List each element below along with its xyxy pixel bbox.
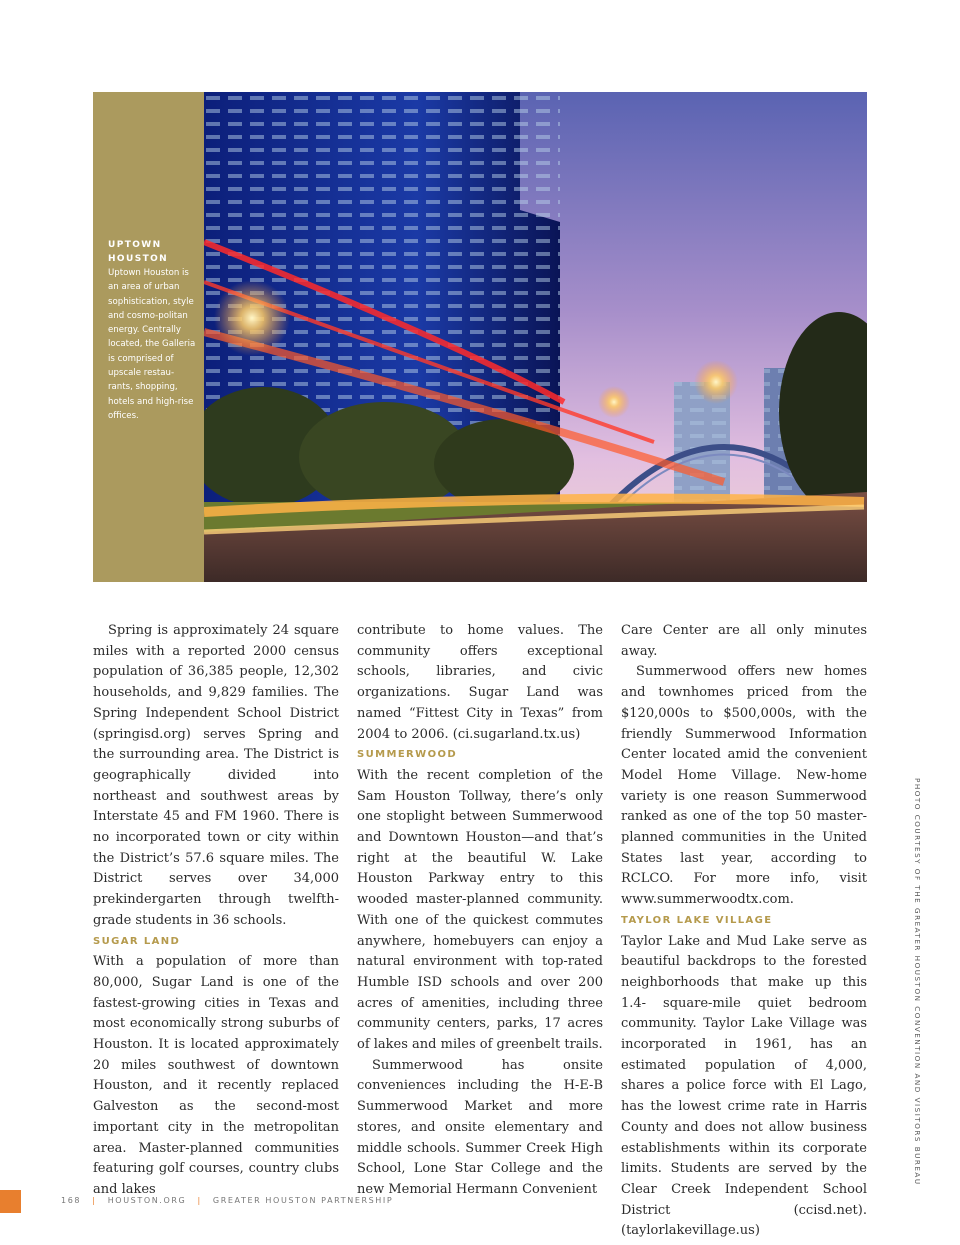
summerwood-paragraph: With the recent completion of the Sam Houston Tollway, there’s only one stoplight between Summerwood and Downtown Houston—and that’s right at the beautiful W. Lake Houston Parkway entry to this wooded master-planned community. With one of the quickest commutes anywhere, homebuyers can enjoy a natural environment with top-rated Humble ISD schools and over 200 acres of amenities, including three community centers, parks, 17 acres of lakes and miles of greenbelt trails. bbox=[357, 767, 603, 1053]
caption-title: UPTOWN HOUSTON bbox=[108, 240, 169, 264]
text-column-2 bbox=[357, 621, 603, 1201]
page-number: 168 bbox=[61, 1196, 82, 1205]
summerwood-paragraph-2: Summerwood has onsite conveniences including the H-E-B Summerwood Market and more stores, and onsite elementary and middle schools. Summer Creek High School, Lone Star College and the new Memorial Hermann Convenient bbox=[357, 1057, 603, 1197]
sugar-land-heading: SUGAR LAND bbox=[93, 935, 181, 947]
caption-panel bbox=[93, 92, 204, 582]
spring-paragraph: Spring is approximately 24 square miles with a reported 2000 census population of 36,385 people, 12,302 households, and 9,829 families. The Spring Independent School District (springisd.org) serves Spring and the surrounding area. The District is geographically divided into northeast and southwest areas by Interstate 45 and FM 1960. There is no incorporated town or city within the District’s 57.6 square miles. The District serves over 34,000 prekindergarten through twelfth-grade students in 36 schools. bbox=[93, 623, 339, 928]
footer-separator: | bbox=[92, 1196, 97, 1205]
page-footer bbox=[61, 1196, 393, 1205]
taylor-lake-paragraph: Taylor Lake and Mud Lake serve as beautiful backdrops to the forested neighborhoods that make up this 1.4- square-mile quiet bedroom community. Taylor Lake Village was incorporated in 1961, has an estimated population of 4,000, shares a police force with El Lago, has the lowest crime rate in Harris County and does not allow business establishments within its corporate limits. Students are served by the Clear Creek Independent School District (ccisd.net). (taylorlakevillage.us) bbox=[621, 933, 867, 1239]
photo-caption bbox=[108, 238, 198, 423]
footer-site: HOUSTON.ORG bbox=[107, 1196, 187, 1205]
text-column-1 bbox=[93, 621, 339, 1201]
sugar-land-continued: contribute to home values. The community offers exceptional schools, libraries, and civic organizations. Sugar Land was named “Fittest City in Texas” from 2004 to 2006. (ci.sugarland.tx.us) bbox=[357, 623, 603, 742]
taylor-lake-heading: TAYLOR LAKE VILLAGE bbox=[621, 914, 773, 926]
summerwood-continued: Care Center are all only minutes away. bbox=[621, 623, 867, 659]
photo-credit: PHOTO COURTESY OF THE GREATER HOUSTON CONVENTION AND VISITORS BUREAU bbox=[913, 778, 922, 1186]
caption-text: Uptown Houston is an area of urban sophistication, style and cosmo-politan energy. Centrally located, the Galleria is comprised of upscale restau-rants, shopping, hotels and high-rise offices. bbox=[108, 268, 196, 421]
hero-section bbox=[93, 92, 867, 582]
summerwood-paragraph-3: Summerwood offers new homes and townhomes priced from the $120,000s to $500,000s, with the friendly Summerwood Information Center located amid the convenient Model Home Village. New-home variety is one reason Summerwood ranked as one of the top 50 master-planned communities in the United States last year, according to RCLCO. For more info, visit www.summerwoodtx.com. bbox=[621, 664, 867, 908]
text-column-3 bbox=[621, 621, 867, 1242]
corner-tab bbox=[0, 1190, 21, 1213]
uptown-houston-photo bbox=[204, 92, 867, 582]
footer-publisher: GREATER HOUSTON PARTNERSHIP bbox=[212, 1196, 394, 1205]
summerwood-heading: SUMMERWOOD bbox=[357, 749, 458, 761]
sugar-land-paragraph: With a population of more than 80,000, Sugar Land is one of the fastest-growing cities in Texas and most economically strong suburbs of Houston. It is located approximately 20 miles southwest of downtown Houston, and it recently replaced Galveston as the second-most important city in the metropolitan area. Master-planned communities featuring golf courses, country clubs and lakes bbox=[93, 954, 339, 1197]
footer-separator: | bbox=[197, 1196, 202, 1205]
